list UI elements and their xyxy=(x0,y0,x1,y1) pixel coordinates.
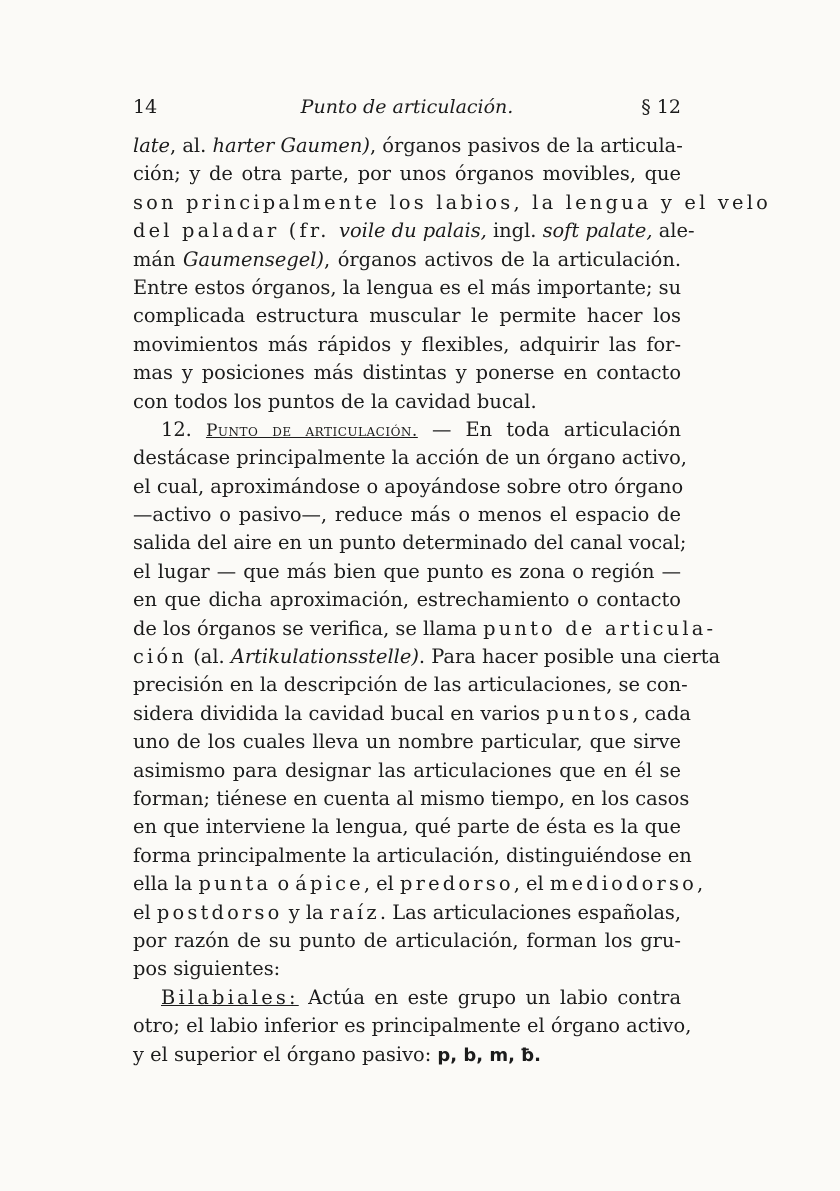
text-line: pos siguientes: xyxy=(133,957,281,981)
text-line: del paladar (fr. voile du palais, ingl. soft palate, ale- xyxy=(133,219,695,243)
text-line: Entre estos órganos, la lengua es el más importante; su xyxy=(133,275,682,299)
text-line: asimismo para designar las articulaciones que en él se xyxy=(133,758,681,782)
text-line: ción (al. Artikulationsstelle). Para hacer posible una cierta xyxy=(133,645,721,669)
text-line: forma principalmente la articulación, distinguiéndose en xyxy=(133,843,692,867)
text-line: complicada estructura muscular le permite hacer los xyxy=(133,304,681,328)
running-title: Punto de articulación. xyxy=(300,96,514,118)
text-line: el postdorso y la raíz. Las articulaciones españolas, xyxy=(133,900,681,924)
subheading: Bilabiales: xyxy=(161,985,299,1009)
section-heading: Punto de articulación. xyxy=(205,420,418,441)
text-line: y el superior el órgano pasivo: p, b, m, ƀ. xyxy=(133,1042,541,1066)
text-line: en que interviene la lengua, qué parte de ésta es la que xyxy=(133,815,681,839)
text-line: ción; y de otra parte, por unos órganos movibles, que xyxy=(133,162,681,186)
text-line: salida del aire en un punto determinado del canal vocal; xyxy=(133,531,687,555)
text-line: precisión en la descripción de las articulaciones, se con- xyxy=(133,673,688,697)
section-number: § 12 xyxy=(641,96,681,118)
text-line: movimientos más rápidos y flexibles, adquirir las for- xyxy=(133,332,681,356)
text-line: con todos los puntos de la cavidad bucal. xyxy=(133,389,537,413)
text-line: ella la punta o ápice, el predorso, el mediodorso, xyxy=(133,872,704,896)
running-header xyxy=(133,96,681,126)
text-line: mas y posiciones más distintas y ponerse en contacto xyxy=(133,361,681,385)
text-line: el lugar — que más bien que punto es zona o región — xyxy=(133,559,681,583)
body-text xyxy=(133,132,771,1069)
text-line: el cual, aproximándose o apoyándose sobre otro órgano xyxy=(133,474,684,498)
section-heading-line: 12. Punto de articulación. — En toda articulación xyxy=(161,417,681,441)
text-line: de los órganos se verifica, se llama punto de articula- xyxy=(133,616,717,640)
text-line: uno de los cuales lleva un nombre particular, que sirve xyxy=(133,730,681,754)
text-line: sidera dividida la cavidad bucal en varios puntos, cada xyxy=(133,701,691,725)
text-line: Bilabiales: Actúa en este grupo un labio contra xyxy=(161,985,681,1009)
page-number: 14 xyxy=(133,96,158,118)
text-line: —activo o pasivo—, reduce más o menos el espacio de xyxy=(133,503,681,527)
text-line: forman; tiénese en cuenta al mismo tiempo, en los casos xyxy=(133,786,690,810)
text-line: por razón de su punto de articulación, forman los gru- xyxy=(133,928,681,952)
text-line: late, al. harter Gaumen), órganos pasivos de la articula- xyxy=(133,134,683,157)
text-line: otro; el labio inferior es principalmente el órgano activo, xyxy=(133,1014,692,1038)
phonetic-symbols: p, b, m, ƀ. xyxy=(437,1044,541,1066)
text-line: destácase principalmente la acción de un órgano activo, xyxy=(133,446,687,470)
text-line: mán Gaumensegel), órganos activos de la articulación. xyxy=(133,247,681,271)
text-line: en que dicha aproximación, estrechamiento o contacto xyxy=(133,588,681,612)
text-line: son principalmente los labios, la lengua y el velo xyxy=(133,190,771,214)
